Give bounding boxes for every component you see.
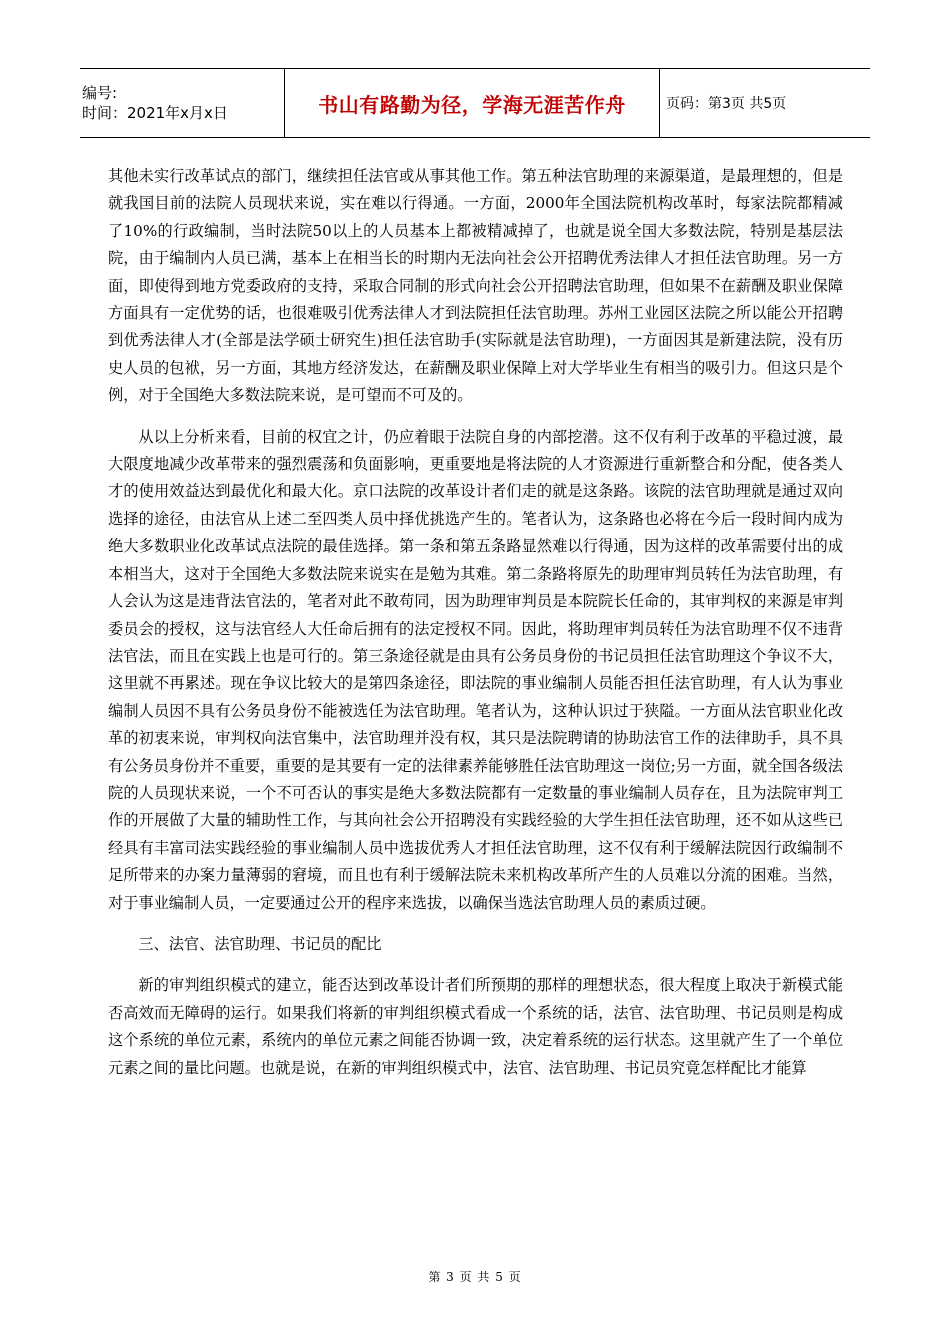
header-motto: 书山有路勤为径，学海无涯苦作舟 <box>285 69 660 137</box>
page-header <box>80 68 870 138</box>
document-code-label: 编号: <box>82 84 118 102</box>
section-heading: 三、法官、法官助理、书记员的配比 <box>138 934 382 953</box>
document-time: 时间：2021年x月x日 <box>82 104 228 122</box>
header-meta <box>80 69 285 137</box>
body-paragraph-3: 新的审判组织模式的建立，能否达到改革设计者们所预期的那样的理想状态，很大程度上取决于新模式能否高效而无障碍的运行。如果我们将新的审判组织模式看成一个系统的话，法官、法官助理、书记员则是构成这个系统的单位元素，系统内的单位元素之间能否协调一致，决定着系统的运行状态。这里就产生了一个单位元素之间的量比问题。也就是说，在新的审判组织模式中，法官、法官助理、书记员究竟怎样配比才能算 <box>108 976 843 1077</box>
body-paragraph-1: 其他未实行改革试点的部门，继续担任法官或从事其他工作。第五种法官助理的来源渠道，是最理想的，但是就我国目前的法院人员现状来说，实在难以行得通。一方面，2000年全国法院机构改革时，每家法院都精减了10%的行政编制，当时法院50以上的人员基本上都被精减掉了，也就是说全国大多数法院，特别是基层法院，由于编制内人员已满，基本上在相当长的时期内无法向社会公开招聘优秀法律人才担任法官助理。另一方面，即使得到地方党委政府的支持，采取合同制的形式向社会公开招聘法官助理，但如果不在薪酬及职业保障方面具有一定优势的话，也很难吸引优秀法律人才到法院担任法官助理。苏州工业园区法院之所以能公开招聘到优秀法律人才(全部是法学硕士研究生)担任法官助手(实际就是法官助理)，一方面因其是新建法院，没有历史人员的包袱，另一方面，其地方经济发达，在薪酬及职业保障上对大学毕业生有相当的吸引力。但这只是个例，对于全国绝大多数法院来说，是可望而不可及的。 <box>108 167 843 405</box>
document-body <box>108 163 843 1082</box>
page-footer <box>0 1268 950 1285</box>
header-page-info: 页码：第3页 共5页 <box>666 96 787 112</box>
footer-page-number: 第 3 页 共 5 页 <box>428 1270 522 1284</box>
body-paragraph-2: 从以上分析来看，目前的权宜之计，仍应着眼于法院自身的内部挖潜。这不仅有利于改革的平稳过渡，最大限度地减少改革带来的强烈震荡和负面影响，更重要地是将法院的人才资源进行重新整合和分配，使各类人才的使用效益达到最优化和最大化。京口法院的改革设计者们走的就是这条路。该院的法官助理就是通过双向选择的途径，由法官从上述二至四类人员中择优挑选产生的。笔者认为，这条路也必将在今后一段时间内成为绝大多数职业化改革试点法院的最佳选择。第一条和第五条路显然难以行得通，因为这样的改革需要付出的成本相当大，这对于全国绝大多数法院来说实在是勉为其难。第二条路将原先的助理审判员转任为法官助理，有人会认为这是违背法官法的，笔者对此不敢苟同，因为助理审判员是本院院长任命的，其审判权的来源是审判委员会的授权，这与法官经人大任命后拥有的法定授权不同。因此，将助理审判员转任为法官助理不仅不违背法官法，而且在实践上也是可行的。第三条途径就是由具有公务员身份的书记员担任法官助理这个争议不大，这里就不再累述。现在争议比较大的是第四条途径，即法院的事业编制人员能否担任法官助理，有人认为事业编制人员因不具有公务员身份不能被选任为法官助理。笔者认为，这种认识过于狭隘。一方面从法官职业化改革的初衷来说，审判权向法官集中，法官助理并没有权，其只是法院聘请的协助法官工作的法律助手，具不具有公务员身份并不重要，重要的是其要有一定的法律素养能够胜任法官助理这一岗位;另一方面，就全国各级法院的人员现状来说，一个不可否认的事实是绝大多数法院都有一定数量的事业编制人员存在，且为法院审判工作的开展做了大量的辅助性工作，与其向社会公开招聘没有实践经验的大学生担任法官助理，还不如从这些已经具有丰富司法实践经验的事业编制人员中选拔优秀人才担任法官助理，这不仅有利于缓解法院因行政编制不足所带来的办案力量薄弱的窘境，而且也有利于缓解法院未来机构改革所产生的人员难以分流的困难。当然，对于事业编制人员，一定要通过公开的程序来选拔，以确保当选法官助理人员的素质过硬。 <box>108 427 843 912</box>
